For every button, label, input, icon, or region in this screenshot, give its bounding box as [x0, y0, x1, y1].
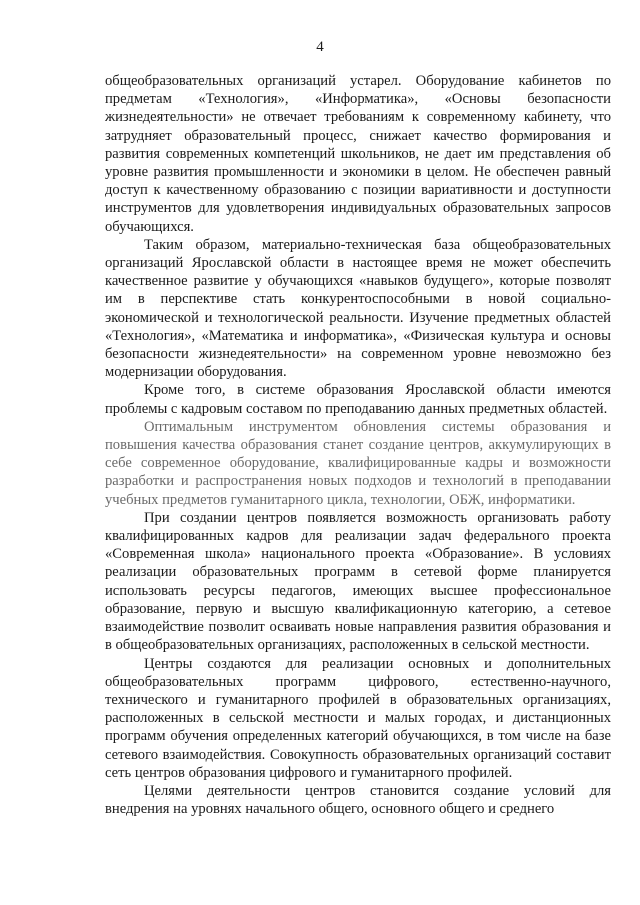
document-body	[105, 72, 611, 818]
paragraph-centers-goals: Целями деятельности центров становится создание условий для внедрения на уровнях начального общего, основного общего и среднего	[105, 782, 611, 818]
paragraph-centers-opportunity: При создании центров появляется возможность организовать работу квалифицированных кадров для реализации задач федерального проекта «Современная школа» национального проекта «Образование». В условиях реализации образовательных программ в сетевой форме планируется использовать ресурсы педагогов, имеющих высшее профессиональное образование, первую и высшую квалификационную категорию, а сетевое взаимодействие позволит осваивать новые направления развития образования и в общеобразовательных организациях, расположенных в сельской местности.	[105, 509, 611, 654]
paragraph-optimal-instrument: Оптимальным инструментом обновления системы образования и повышения качества образования станет создание центров, аккумулирующих в себе современное оборудование, квалифицированные кадры и возможности разработки и распространения новых подходов и технологий в преподавании учебных предметов гуманитарного цикла, технологии, ОБЖ, информатики.	[105, 418, 611, 508]
paragraph-centers-created: Центры создаются для реализации основных и дополнительных общеобразовательных программ цифрового, естественно-научного, технического и гуманитарного профилей в образовательных организациях, расположенных в сельской местности и малых городах, и дистанционных программ обучения определенных категорий обучающихся, в том числе на базе сетевого взаимодействия. Совокупность образовательных организаций составит сеть центров образования цифрового и гуманитарного профилей.	[105, 655, 611, 781]
paragraph-staffing-problems: Кроме того, в системе образования Ярославской области имеются проблемы с кадровым составом по преподаванию данных предметных областей.	[105, 382, 611, 417]
paragraph-continuation: общеобразовательных организаций устарел. Оборудование кабинетов по предметам «Технология», «Информатика», «Основы безопасности жизнедеятельности» не отвечает требованиям к современному кабинету, что затрудняет образовательный процесс, снижает качество формирования и развития современных компетенций школьников, не дает им представления об уровне развития промышленности и экономики в целом. Не обеспечен равный доступ к качественному образованию с позиции вариативности и доступности инструментов для удовлетворения индивидуальных образовательных запросов обучающихся.	[105, 73, 611, 235]
paragraph-material-base: Таким образом, материально-техническая база общеобразовательных организаций Ярославской области в настоящее время не может обеспечить качественное развитие у обучающихся «навыков будущего», которые позволят им в перспективе стать конкурентоспособными в новой социально-экономической и технологической реальности. Изучение предметных областей «Технология», «Математика и информатика», «Физическая культура и основы безопасности жизнедеятельности» на современном уровне невозможно без модернизации оборудования.	[105, 236, 611, 381]
page-number: 4	[316, 39, 324, 55]
